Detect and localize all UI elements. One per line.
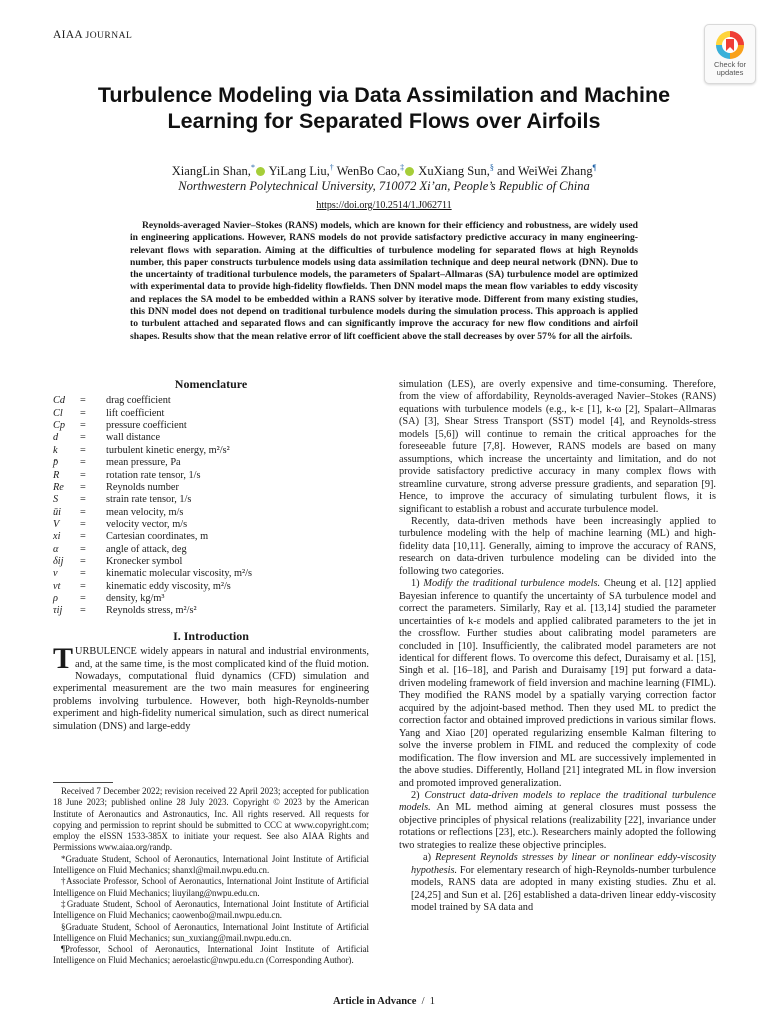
nomenclature-item: [53, 395, 369, 407]
footer-label: Article in Advance: [332, 996, 417, 1007]
nomenclature-equals: =: [80, 555, 86, 567]
nomenclature-symbol: R: [53, 469, 60, 481]
nomenclature-item: [53, 605, 369, 617]
nomenclature-item: [53, 531, 369, 543]
badge-line1: Check for: [713, 60, 747, 69]
nomenclature-equals: =: [80, 444, 86, 456]
nomenclature-equals: =: [80, 605, 86, 617]
journal-name: [53, 29, 132, 41]
item-text: For elementary research of high-Reynolds-number turbulence models, RANS data are adopted in many existing studies. Zhu et al. [24,25] and Sun et al. [26] established a data-driven linear eddy-viscosity model trained by SA data and: [411, 864, 716, 914]
nomenclature-symbol: V: [53, 518, 60, 530]
abstract: Reynolds-averaged Navier–Stokes (RANS) models, which are known for their efficiency and robustness, are widely used in engineering applications. However, RANS models do not provide satisfactory predictive accuracy in many engineering-relevant flows with separation. Aiming at the difficulties of turbulence modeling for separated flows at high Reynolds number, this paper constructs turbulence models using data assimilation technique and deep neural network (DNN). Due to the uncertainty of traditional turbulence models, the parameters of Spalart–Allmaras (SA) turbulence model are optimized with experimental data to provide high-fidelity flowfields. Then DNN model maps the mean flow variables to eddy viscosity and replaces the SA model to be embedded within a RANS solver by iterative mode. Different from many existing studies, this DNN model does not depend on traditional turbulence models during the simulation process. This approach is applied to turbulent attached and separated flows and can significantly improve the accuracy for new flow conditions and airfoil shapes. Results show that the mean relative error of lift coefficient above the stall decreases by over 57% for all the airfoils.: [130, 220, 638, 342]
nomenclature-equals: =: [80, 469, 86, 481]
item-number: 1): [411, 578, 424, 590]
doi-link[interactable]: https://doi.org/10.2514/1.J062711: [316, 200, 452, 211]
nomenclature-item: [53, 507, 369, 519]
badge-line2: updates: [716, 68, 744, 77]
nomenclature-definition: kinematic molecular viscosity, m²/s: [106, 568, 252, 580]
nomenclature-symbol: d: [53, 432, 59, 444]
nomenclature-equals: =: [80, 506, 86, 518]
nomenclature-definition: turbulent kinetic energy, m²/s²: [106, 444, 230, 456]
nomenclature-equals: =: [80, 568, 86, 580]
nomenclature-equals: =: [80, 395, 86, 407]
nomenclature-definition: Kronecker symbol: [106, 555, 183, 567]
author-list: [60, 163, 708, 179]
nomenclature-equals: =: [80, 494, 86, 506]
footnote-received: Received 7 December 2022; revision received 22 April 2023; accepted for publication 18 June 2023; published online 28 July 2023. Copyright © 2023 by the American Institute of Aeronautics and Astronautics, Inc. All rights reserved. All requests for copying and permission to reprint should be submitted to CCC at www.copyright.com; employ the eISSN 1533-385X to initiate your request. See also AIAA Rights and Permissions www.aiaa.org/randp.: [53, 786, 369, 853]
nomenclature-definition: wall distance: [106, 432, 161, 444]
author-name: XiangLin Shan,: [171, 164, 251, 179]
nomenclature-symbol: k: [53, 444, 58, 456]
nomenclature-item: [53, 432, 369, 444]
nomenclature-item: [53, 593, 369, 605]
footer-separator: /: [421, 996, 425, 1007]
nomenclature-item: [53, 519, 369, 531]
item-number: 2): [411, 789, 425, 801]
footnotes: [53, 782, 369, 967]
nomenclature-symbol: νt: [53, 580, 61, 592]
intro-paragraph: [53, 642, 369, 733]
intro-text: URBULENCE widely appears in natural and industrial environments, and, at the same time, is the most complicated kind of the fluid motion. Nowadays, computational fluid dynamics (CFD) simulation and experimental measurement are the two main measures for engineering problems involving turbulence. However, both high-Reynolds-number experiment and high-fidelity numerical simulation, such as direct numerical simulation (DNS) and large-eddy: [53, 646, 369, 732]
footnote-author: *Graduate Student, School of Aeronautics, International Joint Institute of Artificial Intelligence on Fluid Mechanics; shanxl@mail.nwpu.edu.cn.: [53, 853, 369, 876]
nomenclature-equals: =: [80, 481, 86, 493]
nomenclature-item: [53, 420, 369, 432]
item-title: Modify the traditional turbulence models.: [423, 578, 601, 590]
nomenclature-definition: mean velocity, m/s: [106, 506, 184, 518]
nomenclature-symbol: Re: [53, 481, 64, 493]
nomenclature-symbol: α: [53, 543, 59, 555]
author-marker[interactable]: ‡: [400, 163, 405, 172]
nomenclature-item: [53, 457, 369, 469]
page-footer: [0, 996, 768, 1007]
nomenclature-definition: lift coefficient: [106, 407, 165, 419]
nomenclature-definition: velocity vector, m/s: [106, 518, 188, 530]
paper-title: Turbulence Modeling via Data Assimilation and Machine Learning for Separated Flows over Airfoils: [97, 83, 671, 133]
nomenclature-symbol: ρ: [53, 592, 58, 604]
body-paragraph: Recently, data-driven methods have been increasingly applied to turbulence modeling with the help of machine learning (ML) and high-fidelity data [10,11]. Generally, aiming to improve the accuracy of RANS, research on data-driven turbulence modeling can be divided into the following two categories.: [399, 515, 716, 577]
crossmark-icon: [715, 30, 745, 60]
nomenclature-equals: =: [80, 407, 86, 419]
item-text: An ML method aiming at general closures must possess the objective principles of physical relations (realizability [22], invariance under rotations or reflections [23], etc.). Researchers mainly adopted the following two strategies to realize these objective principles.: [399, 802, 716, 851]
author-name: WenBo Cao,: [333, 164, 401, 179]
item-title: Construct data-driven models to replace the traditional turbulence models.: [399, 789, 716, 814]
body-paragraph: [399, 578, 716, 790]
nomenclature-item: [53, 556, 369, 568]
nomenclature-definition: kinematic eddy viscosity, m²/s: [106, 580, 231, 592]
body-paragraph: [399, 852, 716, 914]
nomenclature-symbol: p̄: [53, 457, 59, 469]
nomenclature-definition: angle of attack, deg: [106, 543, 187, 555]
page-number: 1: [429, 996, 436, 1007]
nomenclature-equals: =: [80, 543, 86, 555]
footnote-author: ‡Graduate Student, School of Aeronautics, International Joint Institute of Artificial Intelligence on Fluid Mechanics; caowenbo@mail.nwpu.edu.cn.: [53, 898, 369, 921]
drop-cap: T: [53, 642, 74, 676]
journal-name-first: AIAA: [53, 29, 83, 41]
body-paragraph: simulation (LES), are overly expensive and time-consuming. Therefore, from the view of affordability, Reynolds-averaged Navier–Stokes (RANS) equations with turbulence models (e.g., k-ε [1], k-ω [2], Spalart–Allmaras (SA) [3], Shear Stress Transport (SST) model [4], and Reynolds-stress models [5,6]) will continue to remain the critical approaches for the foreseeable future [7,8]. However, RANS models are based on many assumptions, which increase the uncertainty and limitation, and do not provide satisfactory predictive accuracy in many complex flows with streamline curvature, strong adverse pressure gradients, and separation [9]. Hence, to improve the accuracy of simulating turbulent flows, it is significant to establish a robust and accurate turbulence model.: [399, 379, 716, 515]
nomenclature-item: [53, 581, 369, 593]
nomenclature-item: [53, 544, 369, 556]
nomenclature-list: [53, 395, 369, 617]
nomenclature-symbol: ν: [53, 568, 58, 580]
item-number: a): [423, 852, 436, 864]
journal-name-second: JOURNAL: [85, 31, 133, 41]
nomenclature-item: [53, 568, 369, 580]
nomenclature-definition: mean pressure, Pa: [106, 457, 181, 469]
nomenclature-definition: rotation rate tensor, 1/s: [106, 469, 201, 481]
nomenclature-symbol: ūi: [53, 506, 62, 518]
author-name: and WeiWei Zhang: [493, 164, 593, 179]
left-column: [53, 378, 369, 733]
author-marker[interactable]: †: [329, 163, 334, 172]
nomenclature-symbol: Cl: [53, 407, 63, 419]
nomenclature-definition: density, kg/m³: [106, 592, 165, 604]
nomenclature-item: [53, 445, 369, 457]
item-title: Represent Reynolds stresses by linear or nonlinear eddy-viscosity hypothesis.: [411, 852, 716, 876]
nomenclature-definition: Reynolds number: [106, 481, 179, 493]
author-marker[interactable]: ¶: [592, 163, 597, 172]
footnote-author: †Associate Professor, School of Aeronautics, International Joint Institute of Artificial Intelligence on Fluid Mechanics; liuyilang@nwpu.edu.cn.: [53, 876, 369, 898]
nomenclature-definition: Reynolds stress, m²/s²: [106, 605, 197, 617]
nomenclature-definition: strain rate tensor, 1/s: [106, 494, 192, 506]
footnote-author: ¶Professor, School of Aeronautics, International Joint Institute of Artificial Intelligence on Fluid Mechanics; aeroelastic@nwpu.edu.cn (Corresponding Author).: [53, 944, 369, 966]
nomenclature-symbol: Cd: [53, 395, 66, 407]
nomenclature-item: [53, 494, 369, 506]
nomenclature-item: [53, 408, 369, 420]
orcid-icon[interactable]: [405, 167, 414, 176]
doi-line: [60, 200, 708, 211]
nomenclature-definition: Cartesian coordinates, m: [106, 531, 209, 543]
nomenclature-heading: Nomenclature: [174, 377, 248, 391]
footnote-author: §Graduate Student, School of Aeronautics, International Joint Institute of Artificial Intelligence on Fluid Mechanics; sun_xuxiang@mail.nwpu.edu.cn.: [53, 921, 369, 943]
nomenclature-equals: =: [80, 457, 86, 469]
right-column: [399, 379, 716, 914]
nomenclature-equals: =: [80, 531, 86, 543]
author-name: XuXiang Sun,: [415, 164, 490, 179]
body-paragraph: [399, 790, 716, 852]
nomenclature-symbol: δij: [53, 555, 64, 567]
nomenclature-equals: =: [80, 580, 86, 592]
nomenclature-definition: pressure coefficient: [106, 420, 187, 432]
nomenclature-symbol: τij: [53, 605, 63, 617]
nomenclature-equals: =: [80, 518, 86, 530]
orcid-icon[interactable]: [256, 167, 265, 176]
introduction-heading: I. Introduction: [173, 628, 249, 643]
affiliation: Northwestern Polytechnical University, 710072 Xi’an, People’s Republic of China: [178, 179, 590, 193]
nomenclature-item: [53, 482, 369, 494]
author-name: YiLang Liu,: [265, 164, 330, 179]
nomenclature-symbol: xi: [53, 531, 61, 543]
nomenclature-equals: =: [80, 592, 86, 604]
author-marker[interactable]: §: [489, 163, 494, 172]
nomenclature-equals: =: [80, 420, 86, 432]
nomenclature-definition: drag coefficient: [106, 395, 171, 407]
nomenclature-symbol: S: [53, 494, 59, 506]
nomenclature-symbol: Cp: [53, 420, 66, 432]
author-marker[interactable]: *: [250, 163, 255, 172]
nomenclature-item: [53, 470, 369, 482]
nomenclature-equals: =: [80, 432, 86, 444]
item-text: Cheung et al. [12] applied Bayesian inference to quantify the uncertainty of SA turbulence model and correct the parameters. Similarly, Ray et al. [13,14] studied the parameter uncertainties of k-ε models and applied calibrated parameters to the jet in the crossflow. Further studies about calibrating model parameters are concluded in [10]. Insufficiently, the calibrated model parameters are not identical for different flows. To overcome this defect, Duraisamy et al. [15], Singh et al. [16–18], and Parish and Duraisamy [19] put forward a data-driven modeling framework of field inversion and machine learning (FIML). They modified the RANS model by a spatially varying correction factor acquired by the adjoint-based method. Then they used ML to predict the correction factor and obtained improved predictions in various similar flows. Yang and Xiao [20] operated regularizing ensemble Kalman filtering to solve the inverse problem in FIML and reduced the complexity of code modification. The flow inversion and ML are successively implemented in the above studies. Differently, Holland [21] integrated ML in flow inversion and promoted improved generalization.: [399, 578, 717, 789]
check-for-updates-badge[interactable]: [704, 24, 756, 84]
